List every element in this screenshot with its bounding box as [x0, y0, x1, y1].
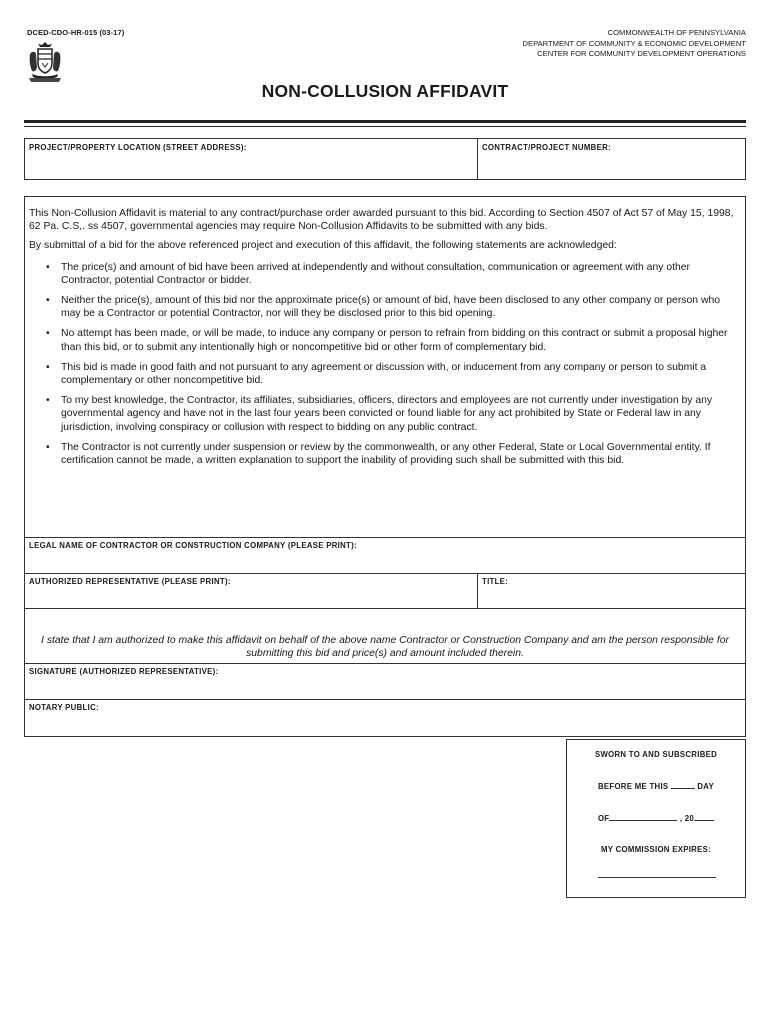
signature-field[interactable] — [29, 679, 741, 697]
list-item: • The price(s) and amount of bid have been arrived at independently and without consultation, communication or agreement with any other Contractor, potential Contractor or bidder. — [29, 261, 741, 287]
agency-line: DEPARTMENT OF COMMUNITY & ECONOMIC DEVELOPMENT — [522, 38, 746, 48]
project-location-label: PROJECT/PROPERTY LOCATION (STREET ADDRESS): — [29, 143, 247, 152]
pennsylvania-seal-icon — [26, 40, 64, 84]
signature-label: SIGNATURE (AUTHORIZED REPRESENTATIVE): — [29, 667, 219, 676]
authorized-rep-label: AUTHORIZED REPRESENTATIVE (PLEASE PRINT): — [29, 577, 231, 586]
list-item: • No attempt has been made, or will be made, to induce any company or person to refrain from bidding on this contract or submit a proposal higher than this bid, or to submit any intentionally high or noncompetitive bid or other form of complementary bid. — [29, 327, 741, 353]
sworn-text: SWORN TO AND SUBSCRIBED — [594, 750, 718, 759]
list-item: • To my best knowledge, the Contractor, its affiliates, subsidiaries, officers, directors and employees are not currently under investigation by any governmental agency and have not in the last four years been convicted or found liable for any act prohibited by State or Federal law in any jurisdiction, involving conspiracy or collusion with respect to bidding on any public contract. — [29, 394, 741, 434]
before-me-line — [567, 782, 745, 791]
agency-line: CENTER FOR COMMUNITY DEVELOPMENT OPERATIONS — [537, 49, 746, 58]
agency-header — [523, 28, 746, 60]
commission-text: MY COMMISSION EXPIRES: — [601, 845, 711, 854]
legal-name-label: LEGAL NAME OF CONTRACTOR OR CONSTRUCTION COMPANY (PLEASE PRINT): — [29, 541, 357, 550]
month-blank[interactable] — [609, 820, 677, 821]
lead-paragraph: By submittal of a bid for the above referenced project and execution of this affidavit, the following statements are acknowledged: — [29, 240, 617, 252]
before-me-text: BEFORE ME THIS — [597, 782, 669, 791]
project-location-field[interactable] — [29, 155, 473, 177]
intro-paragraph: This Non-Collusion Affidavit is material to any contract/purchase order awarded pursuant to this bid. According to Section 4507 of Act 57 of May 15, 1998, 62 Pa. C.S,. ss 4507, governmental agencies may require Non-Collusion Affidavits to be submitted with any bids. — [29, 208, 734, 233]
affidavit-body — [24, 196, 746, 737]
title-field[interactable] — [482, 589, 742, 606]
year-text: , 20 — [679, 814, 695, 823]
year-blank[interactable] — [694, 820, 714, 821]
project-info-row — [24, 138, 746, 180]
of-text: OF — [597, 814, 610, 823]
authorization-statement: I state that I am authorized to make this affidavit on behalf of the above name Contractor or Construction Company and am the person responsible for submitting this bid and price(s) and amount included therein. — [41, 635, 729, 660]
day-text: DAY — [697, 782, 715, 791]
affidavit-text — [29, 207, 741, 474]
list-item: • This bid is made in good faith and not pursuant to any agreement or discussion with, or inducement from any company or person to submit a complementary or other noncompetitive bid. — [29, 361, 741, 387]
notary-public-label: NOTARY PUBLIC: — [29, 703, 99, 712]
page-title: NON-COLLUSION AFFIDAVIT — [261, 81, 509, 101]
day-blank[interactable] — [671, 788, 695, 789]
notary-public-field[interactable] — [29, 715, 741, 733]
contract-number-field[interactable] — [482, 155, 742, 177]
contract-number-label: CONTRACT/PROJECT NUMBER: — [482, 143, 611, 152]
title-rule — [24, 120, 746, 123]
commission-blank[interactable] — [598, 877, 716, 878]
list-item: • Neither the price(s), amount of this bid nor the approximate price(s) or amount of bid, have been disclosed to any other company or person who may be a Contractor or potential Contractor, nor will they be disclosed prior to this bid opening. — [29, 294, 741, 320]
title-label: TITLE: — [482, 577, 509, 586]
statement-list — [29, 261, 741, 468]
form-id: DCED-CDO-HR-015 (03-17) — [27, 28, 125, 37]
list-item: • The Contractor is not currently under suspension or review by the commonwealth, or any other Federal, State or Local Governmental entity. If certification cannot be made, a written explanation to support the inability of providing such shall be submitted with this bid. — [29, 441, 741, 467]
agency-line: COMMONWEALTH OF PENNSYLVANIA — [607, 28, 746, 37]
notary-block — [566, 739, 746, 898]
authorized-rep-field[interactable] — [29, 589, 473, 606]
legal-name-field[interactable] — [29, 553, 741, 571]
of-line — [567, 814, 745, 823]
title-rule-thin — [24, 126, 746, 127]
